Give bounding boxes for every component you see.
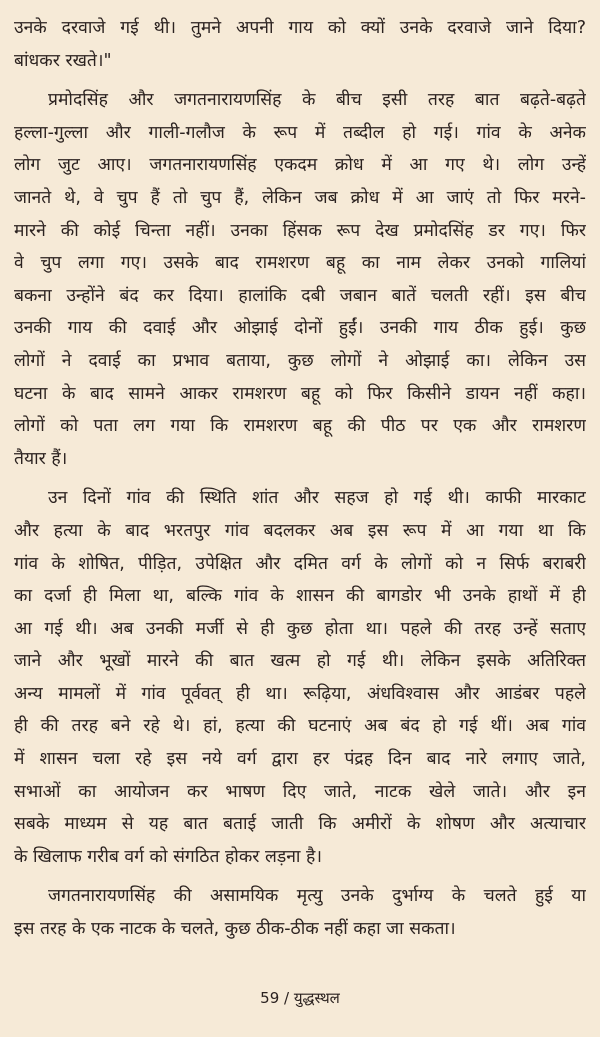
text-line: लोगों को पता लग गया कि रामशरण बहू की पीठ पर एक और रामशरण — [14, 416, 586, 437]
text-line: सभाओं का आयोजन कर भाषण दिए जाते, नाटक खेले जाते। और इन — [14, 781, 586, 802]
paragraph — [14, 880, 586, 945]
page-footer: 59 / युद्धस्थल — [260, 989, 340, 1007]
text-line: और हत्या के बाद भरतपुर गांव बदलकर अब इस रूप में आ गया था कि — [14, 520, 586, 541]
text-line: लोग जुट आए। जगतनारायणसिंह एकदम क्रोध में आ गए थे। लोग उन्हें — [14, 155, 586, 176]
text-line: बांधकर रखते।" — [14, 50, 112, 71]
text-line: मारने की कोई चिन्ता नहीं। उनका हिंसक रूप देख प्रमोदसिंह डर गए। फिर — [14, 220, 586, 241]
text-line: उनके दरवाजे गई थी। तुमने अपनी गाय को क्यों उनके दरवाजे जाने दिया? — [14, 18, 586, 38]
text-line: तैयार हैं। — [14, 448, 68, 469]
text-line: जगतनारायणसिंह की असामयिक मृत्यु उनके दुर्भाग्य के चलते हुई या — [48, 886, 586, 907]
text-line: लोगों ने दवाई का प्रभाव बताया, कुछ लोगों ने ओझाई का। लेकिन उस — [14, 350, 586, 371]
text-line: का दर्जा ही मिला था, बल्कि गांव के शासन की बागडोर भी उनके हाथों में ही — [14, 586, 586, 607]
text-line: इस तरह के एक नाटक के चलते, कुछ ठीक-ठीक नहीं कहा जा सकता। — [14, 919, 456, 940]
text-line: अन्य मामलों में गांव पूर्ववत् ही था। रूढ़िया, अंधविश्वास और आडंबर पहले — [14, 683, 586, 704]
paragraph — [14, 84, 586, 475]
text-line: बकना उन्होंने बंद कर दिया। हालांकि दबी जबान बातें चलती रहीं। इस बीच — [14, 285, 586, 306]
body-text — [14, 12, 586, 946]
paragraph-gap — [14, 77, 586, 84]
paragraph — [14, 482, 586, 873]
text-line: प्रमोदसिंह और जगतनारायणसिंह के बीच इसी तरह बात बढ़ते-बढ़ते — [48, 90, 586, 111]
text-line: गांव के शोषित, पीड़ित, उपेक्षित और दमित वर्ग के लोगों को न सिर्फ बराबरी — [14, 553, 586, 574]
text-line: ही की तरह बने रहे थे। हां, हत्या की घटनाएं अब बंद हो गई थीं। अब गांव — [14, 716, 586, 737]
text-line: जाने और भूखों मारने की बात खत्म हो गई थी। लेकिन इसके अतिरिक्त — [14, 651, 586, 672]
text-line: आ गई थी। अब उनकी मर्जी से ही कुछ होता था। पहले की तरह उन्हें सताए — [14, 618, 586, 639]
text-line: जानते थे, वे चुप हैं तो चुप हैं, लेकिन जब क्रोध में आ जाएं तो फिर मरने- — [14, 187, 586, 208]
text-line: सबके माध्यम से यह बात बताई जाती कि अमीरों के शोषण और अत्याचार — [14, 814, 586, 835]
text-line: उन दिनों गांव की स्थिति शांत और सहज हो गई थी। काफी मारकाट — [48, 488, 586, 509]
text-line: हल्ला-गुल्ला और गाली-गलौज के रूप में तब्दील हो गई। गांव के अनेक — [14, 122, 586, 143]
paragraph-gap — [14, 475, 586, 482]
text-line: के खिलाफ गरीब वर्ग को संगठित होकर लड़ना है। — [14, 846, 322, 867]
text-line: में शासन चला रहे इस नये वर्ग द्वारा हर पंद्रह दिन बाद नारे लगाए जाते, — [14, 749, 586, 770]
text-line: घटना के बाद सामने आकर रामशरण बहू को फिर किसीने डायन नहीं कहा। — [14, 383, 586, 404]
paragraph — [14, 12, 586, 77]
paragraph-gap — [14, 873, 586, 880]
text-line: वे चुप लगा गए। उसके बाद रामशरण बहू का नाम लेकर उनको गालियां — [14, 253, 586, 274]
text-line: उनकी गाय की दवाई और ओझाई दोनों हुईं। उनकी गाय ठीक हुई। कुछ — [14, 318, 586, 339]
